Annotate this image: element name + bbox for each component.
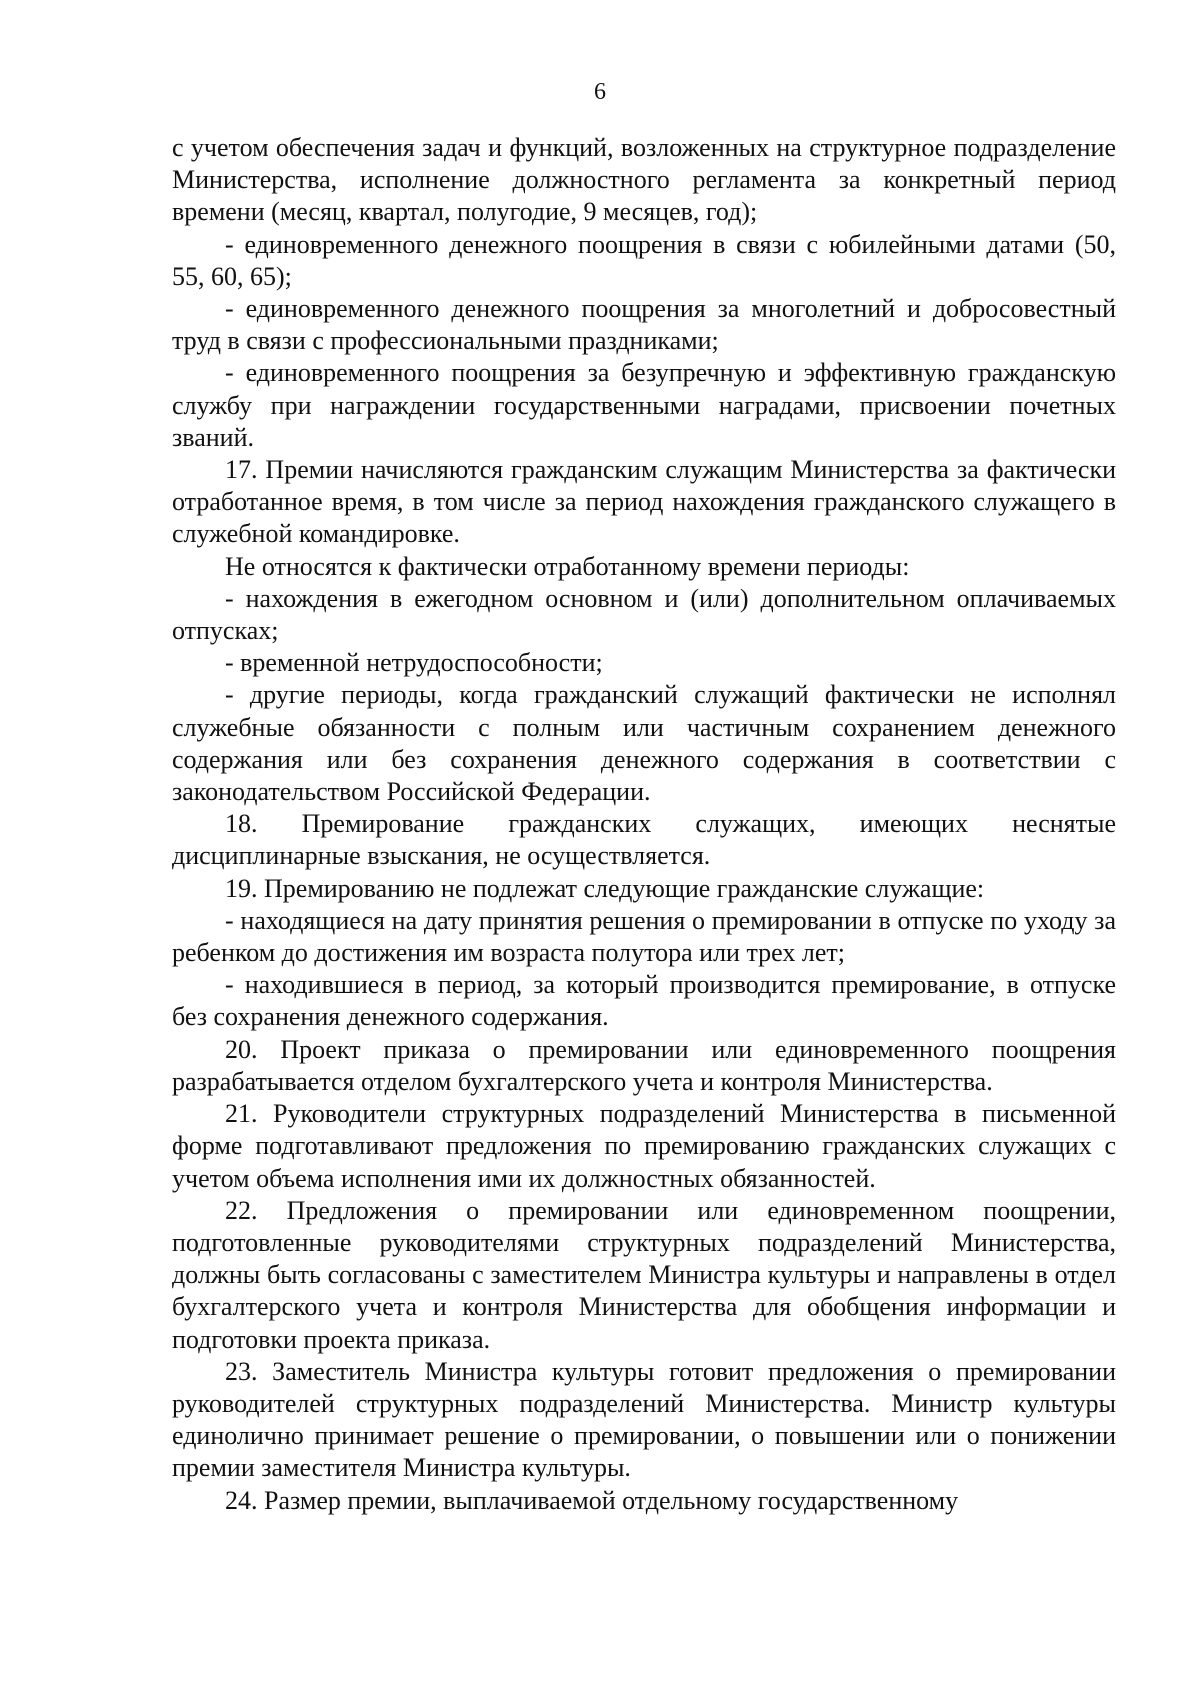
list-item-professional-holiday-bonus: - единовременного денежного поощрения за многолетний и добросовестный труд в связи с профессиональными праздниками; [172,294,1116,356]
clause-19: 19. Премированию не подлежат следующие гражданские служащие: [225,873,985,903]
clause-21: 21. Руководители структурных подразделений Министерства в письменной форме подготавливают предложения по премированию гражданских служащих с учетом объема исполнения ими их должностных обязанностей. [172,1099,1116,1193]
clause-20: 20. Проект приказа о премировании или единовременного поощрения разрабатывается отделом бухгалтерского учета и контроля Министерства. [172,1034,1116,1096]
clause-24: 24. Размер премии, выплачиваемой отдельному государственному [225,1485,959,1515]
list-item-unpaid-leave: - находившиеся в период, за который производится премирование, в отпуске без сохранения денежного содержания. [172,970,1116,1032]
list-item-jubilee-bonus: - единовременного денежного поощрения в связи с юбилейными датами (50, 55, 60, 65); [172,229,1116,291]
list-item-disability: - временной нетрудоспособности; [225,648,603,678]
document-body [172,132,1116,1517]
list-item-other-periods: - другие периоды, когда гражданский служащий фактически не исполнял служебные обязанности с полным или частичным сохранением денежного содержания или без сохранения денежного содержания в соответствии с законодательством Российской Федерации. [172,680,1116,807]
clause-18: 18. Премирование гражданских служащих, имеющих неснятые дисциплинарные взыскания, не осуществляется. [172,809,1116,871]
clause-22: 22. Предложения о премировании или единовременном поощрении, подготовленные руководителями структурных подразделений Министерства, должны быть согласованы с заместителем Министра культуры и направлены в отдел бухгалтерского учета и контроля Министерства для обобщения информации и подготовки проекта приказа. [172,1195,1116,1354]
clause-23: 23. Заместитель Министра культуры готовит предложения о премировании руководителей структурных подразделений Министерства. Министр культуры единолично принимает решение о премировании, о повышении или о понижении премии заместителя Министра культуры. [172,1356,1116,1483]
clause-17: 17. Премии начисляются гражданским служащим Министерства за фактически отработанное время, в том числе за период нахождения гражданского служащего в служебной командировке. [172,455,1116,549]
list-item-parental-leave: - находящиеся на дату принятия решения о премировании в отпуске по уходу за ребенком до достижения им возраста полутора или трех лет; [172,905,1116,968]
page-number: 6 [594,79,606,105]
list-item-state-award-bonus: - единовременного поощрения за безупречную и эффективную гражданскую службу при награждении государственными наградами, присвоении почетных званий. [172,358,1116,452]
excluded-periods-heading: Не относятся к фактически отработанному времени периоды: [225,551,910,581]
paragraph-continuation: с учетом обеспечения задач и функций, возложенных на структурное подразделение Министерства, исполнение должностного регламента за конкретный период времени (месяц, квартал, полугодие, 9 месяцев, год); [172,133,1116,227]
list-item-vacation: - нахождения в ежегодном основном и (или) дополнительном оплачиваемых отпусках; [172,583,1116,646]
